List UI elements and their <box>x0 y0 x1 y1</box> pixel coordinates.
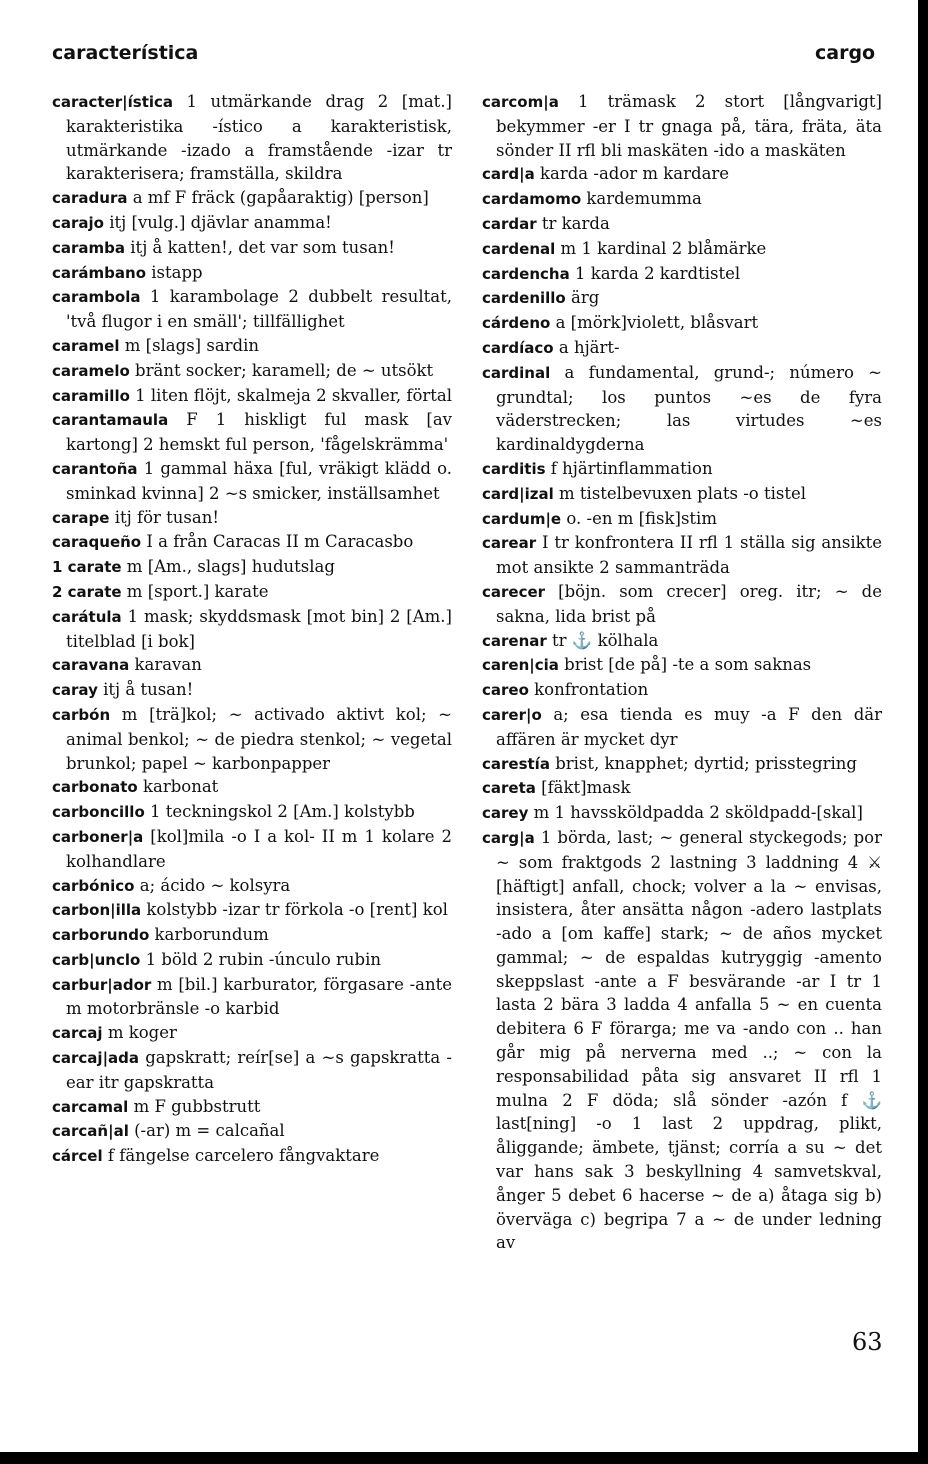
dictionary-entry <box>52 898 452 923</box>
definition: a; esa tienda es muy -a F den där affären är mycket dyr <box>496 704 882 749</box>
dictionary-entry <box>52 506 452 531</box>
dictionary-entry <box>482 703 882 752</box>
headword: cardinal <box>482 363 551 382</box>
dictionary-entry <box>482 776 882 801</box>
headword: carbonato <box>52 778 138 797</box>
definition: m 1 kardinal 2 blåmärke <box>560 238 767 258</box>
headword: carborundo <box>52 926 150 945</box>
headword: carambola <box>52 288 141 307</box>
definition: m [slags] sardin <box>124 335 260 355</box>
definition: m [trä]kol; ~ activado aktivt kol; ~ animal benkol; ~ de piedra stenkol; ~ vegetal brunkol; papel ~ karbonpapper <box>66 704 452 773</box>
definition: a mf F fräck (gapåaraktig) [person] <box>132 188 429 208</box>
headword: carboncillo <box>52 803 145 822</box>
definition: (-ar) m = calcañal <box>134 1121 285 1141</box>
dictionary-entry <box>52 1119 452 1144</box>
dictionary-entry <box>482 262 882 287</box>
headword: carer|o <box>482 705 542 724</box>
definition: m [bil.] karburator, förgasare -ante m motorbränsle -o karbid <box>66 974 453 1019</box>
headword: cardenal <box>482 239 556 258</box>
headword: carantamaula <box>52 411 169 430</box>
definition: 1 liten flöjt, skalmeja 2 skvaller, förtal <box>135 385 453 405</box>
dictionary-entry <box>52 285 452 334</box>
definition: tr karda <box>541 213 610 233</box>
definition: 1 karambolage 2 dubbelt resultat, 'två flugor i en smäll'; tillfällighet <box>66 287 452 332</box>
headword: cardencha <box>482 264 570 283</box>
dictionary-entry <box>482 187 882 212</box>
headword: card|a <box>482 165 535 184</box>
headword: carajo <box>52 213 104 232</box>
headword: caramel <box>52 336 120 355</box>
headword: cardum|e <box>482 509 562 528</box>
definition: f hjärtinflammation <box>550 458 713 478</box>
dictionary-entry <box>482 361 882 457</box>
definition: m koger <box>107 1023 177 1043</box>
headword: carbón <box>52 705 111 724</box>
dictionary-entry <box>482 286 882 311</box>
headword: caramillo <box>52 386 130 405</box>
dictionary-entry <box>52 211 452 236</box>
definition: o. -en m [fisk]stim <box>566 508 717 528</box>
running-head-left: característica <box>52 42 199 64</box>
dictionary-entry <box>482 90 882 162</box>
headword: carcaj|ada <box>52 1049 140 1068</box>
headword: cárcel <box>52 1147 103 1166</box>
headword: carámbano <box>52 263 147 282</box>
definition: m F gubbstrutt <box>133 1096 261 1116</box>
headword: carbon|illa <box>52 901 142 920</box>
dictionary-entry <box>482 629 882 654</box>
headword: carantoña <box>52 459 138 478</box>
headword: caramba <box>52 238 126 257</box>
headword: carcañ|al <box>52 1122 129 1141</box>
definition: m [sport.] karate <box>126 581 269 601</box>
headword: caray <box>52 681 98 700</box>
dictionary-entry <box>52 457 452 506</box>
headword: carcom|a <box>482 93 559 111</box>
definition: F 1 hiskligt ful mask [av kartong] 2 hemskt ful person, 'fågelskrämma' <box>66 410 452 455</box>
dictionary-entry <box>52 261 452 286</box>
dictionary-entry <box>52 973 452 1022</box>
definition: kardemumma <box>586 189 702 209</box>
definition: kolstybb -izar tr förkola -o [rent] kol <box>146 900 448 920</box>
headword: careo <box>482 681 529 700</box>
scan-edge-right <box>918 0 928 1464</box>
dictionary-entry <box>52 359 452 384</box>
dictionary-entry <box>52 874 452 899</box>
definition: 1 börda, last; ~ general styckegods; por ~ som fraktgods 2 lastning 3 laddning 4 ⚔ [häftigt] anfall, chock; volver a la ~ envisas, insistera, åter ansätta någon -adero lastplats -ado a [om kaffe] stark; ~ de años mycket gammal; ~ de espaldas kutryggig -amento skeppslast -ante a F besvärande -ar I tr 1 lasta 2 bära 3 ladda 4 anfalla 5 ~ en cuenta debitera 6 F förarga; me va -ando con .. han går mig på nerverna med ..; ~ con la responsabilidad påta sig ansvaret II rfl 1 mulna 2 F döda; slå sönder -azón f ⚓ last[ning] -o 1 last 2 uppdrag, plikt, åliggande; ämbete, tjänst; corría a su ~ det var hans sak 3 beskyllning 4 samvetskval, ånger 5 debet 6 hacerse ~ de a) åtaga sig b) överväga c) begripa 7 a ~ de under ledning av <box>496 827 882 1253</box>
dictionary-entry <box>52 825 452 874</box>
dictionary-entry <box>52 236 452 261</box>
definition: konfrontation <box>534 680 649 700</box>
dictionary-entry <box>52 1095 452 1120</box>
headword: carbónico <box>52 876 135 895</box>
definition: 1 utmärkande drag 2 [mat.] karakteristika -ístico a karakteristisk, utmärkande -izado a framstående -izar tr karakterisera; framställa, skildra <box>66 92 452 184</box>
dictionary-entry <box>482 752 882 777</box>
headword: carbur|ador <box>52 975 152 994</box>
dictionary-entry <box>482 482 882 507</box>
headword: carditis <box>482 459 546 478</box>
definition: 1 karda 2 kardtistel <box>574 263 741 283</box>
headword: carcaj <box>52 1024 103 1043</box>
headword: carátula <box>52 607 122 626</box>
headword: 2 carate <box>52 582 122 601</box>
headword: caramelo <box>52 361 130 380</box>
dictionary-entry <box>482 507 882 532</box>
dictionary-entry <box>52 703 452 775</box>
dictionary-entry <box>52 1144 452 1169</box>
headword: caradura <box>52 189 128 208</box>
definition: [böjn. som crecer] oreg. itr; ~ de sakna, lida brist på <box>496 581 882 626</box>
definition: 1 gammal häxa [ful, vräkigt klädd o. sminkad kvinna] 2 ~s smicker, inställsamhet <box>66 458 452 503</box>
definition: brist, knapphet; dyrtid; prisstegring <box>555 753 857 773</box>
definition: karda -ador m kardare <box>540 164 730 184</box>
headword: carenar <box>482 631 547 650</box>
headword: card|izal <box>482 484 554 503</box>
dictionary-entry <box>52 923 452 948</box>
headword: cardíaco <box>482 338 554 357</box>
dictionary-entry <box>52 948 452 973</box>
dictionary-entry <box>482 162 882 187</box>
dictionary-entry <box>482 311 882 336</box>
dictionary-entry <box>52 678 452 703</box>
dictionary-entry <box>482 580 882 629</box>
scan-edge-bottom <box>0 1452 928 1464</box>
definition: itj [vulg.] djävlar anamma! <box>109 212 332 232</box>
dictionary-entry <box>52 408 452 457</box>
dictionary-entry <box>482 678 882 703</box>
dictionary-entry <box>52 775 452 800</box>
definition: a fundamental, grund-; número ~ grundtal; los puntos ~es de fyra väderstrecken; las virtudes ~es kardinaldygderna <box>496 362 882 455</box>
headword: carboner|a <box>52 827 144 846</box>
definition: ärg <box>570 288 600 308</box>
headword: carey <box>482 804 529 823</box>
definition: itj för tusan! <box>114 507 219 527</box>
headword: cardar <box>482 214 537 233</box>
definition: karavan <box>134 655 202 675</box>
headword: caracter|ística <box>52 93 174 111</box>
headword: caren|cia <box>482 656 559 675</box>
definition: I a från Caracas II m Caracasbo <box>146 532 414 552</box>
definition: gapskratt; reír[se] a ~s gapskratta -ear itr gapskratta <box>66 1048 452 1092</box>
definition: a hjärt- <box>558 337 620 357</box>
dictionary-entry <box>482 653 882 678</box>
page-number: 63 <box>852 1328 883 1356</box>
definition: I tr konfrontera II rfl 1 ställa sig ansikte mot ansikte 2 sammanträda <box>496 533 883 578</box>
definition: m tistelbevuxen plats -o tistel <box>559 483 806 503</box>
headword: cardamomo <box>482 190 582 209</box>
dictionary-entry <box>482 457 882 482</box>
dictionary-entry <box>482 801 882 826</box>
headword: caraqueño <box>52 533 142 552</box>
definition: bränt socker; karamell; de ~ utsökt <box>135 360 434 380</box>
dictionary-entry <box>52 90 452 186</box>
dictionary-entry <box>52 530 452 555</box>
headword: careta <box>482 779 536 798</box>
definition: f fängelse carcelero fångvaktare <box>107 1146 380 1166</box>
definition: [fäkt]mask <box>541 778 631 798</box>
definition: a [mörk]violett, blåsvart <box>555 313 759 333</box>
running-head-right: cargo <box>815 42 876 64</box>
dictionary-entry <box>52 186 452 211</box>
headword: carcamal <box>52 1097 129 1116</box>
definition: a; ácido ~ kolsyra <box>139 875 291 895</box>
definition: 1 mask; skyddsmask [mot bin] 2 [Am.] titelblad [i bok] <box>66 606 452 651</box>
headword: caravana <box>52 656 130 675</box>
headword: carestía <box>482 754 550 773</box>
dictionary-entry <box>482 212 882 237</box>
dictionary-entry <box>52 334 452 359</box>
definition: m [Am., slags] hudutslag <box>126 557 335 577</box>
definition: itj å katten!, det var som tusan! <box>130 237 395 257</box>
definition: tr ⚓ kölhala <box>552 630 659 650</box>
definition: 1 trämask 2 stort [långvarigt] bekymmer -er I tr gnaga på, tära, fräta, äta sönder II rfl bli maskäten -ido a maskäten <box>496 92 882 160</box>
definition: brist [de på] -te a som saknas <box>564 655 812 675</box>
headword: cardenillo <box>482 289 566 308</box>
dictionary-entry <box>52 580 452 605</box>
dictionary-entry <box>52 605 452 654</box>
definition: karborundum <box>154 925 269 945</box>
definition: m 1 havssköldpadda 2 sköldpadd-[skal] <box>533 803 863 823</box>
definition: 1 teckningskol 2 [Am.] kolstybb <box>150 802 415 822</box>
dictionary-entry <box>52 1021 452 1046</box>
headword: 1 carate <box>52 558 122 577</box>
headword: cárdeno <box>482 314 551 333</box>
headword: carape <box>52 508 110 527</box>
dictionary-entry <box>482 237 882 262</box>
right-column <box>482 90 882 1255</box>
definition: istapp <box>151 262 203 282</box>
dictionary-entry <box>52 1046 452 1095</box>
dictionary-entry <box>52 555 452 580</box>
definition: itj å tusan! <box>103 680 194 700</box>
headword: carg|a <box>482 828 535 847</box>
dictionary-entry <box>52 653 452 678</box>
headword: carecer <box>482 582 546 601</box>
definition: karbonat <box>142 777 219 797</box>
dictionary-entry <box>52 800 452 825</box>
headword: carb|unclo <box>52 950 141 969</box>
dictionary-entry <box>482 531 882 580</box>
headword: carear <box>482 534 537 553</box>
left-column <box>52 90 452 1169</box>
dictionary-entry <box>482 826 882 1255</box>
definition: [kol]mila -o I a kol- II m 1 kolare 2 kolhandlare <box>66 826 452 871</box>
definition: 1 böld 2 rubin -únculo rubin <box>145 949 382 969</box>
dictionary-entry <box>482 336 882 361</box>
dictionary-entry <box>52 384 452 409</box>
